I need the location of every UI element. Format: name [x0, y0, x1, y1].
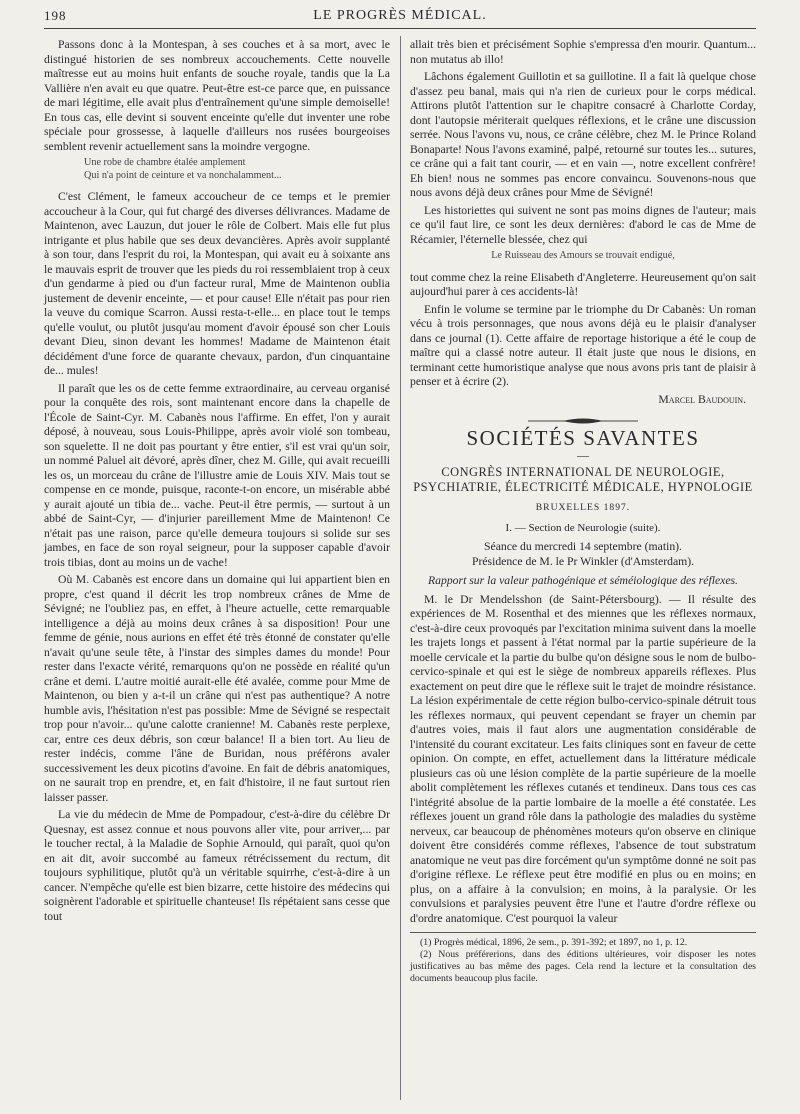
- footnotes: [410, 932, 756, 985]
- verse-quote-1: [44, 157, 390, 182]
- left-paragraph-5: La vie du médecin de Mme de Pompadour, c'est-à-dire du célèbre Dr Quesnay, est assez connue et nous pouvons aller vite, pour arriver,... par le toucher rectal, à la Maladie de Sophie Arnould, qui paraît, quoi qu'on en ait dit, avoir succombé au fameux rétrécissement du rectum, dit toujours syphilitique, plutôt qu'à un véritable squirrhe, c'est-à-dire à un cancer. N'empêche qu'elle est bien bizarre, cette histoire des médecins qui soignèrent l'adorable et spirituelle chanteuse! Ils répétaient sans cesse que tout: [44, 808, 390, 923]
- seance-line: Séance du mercredi 14 septembre (matin).: [484, 540, 682, 553]
- journal-title: LE PROGRÈS MÉDICAL.: [313, 8, 487, 23]
- right-paragraph-2: Lâchons également Guillotin et sa guillotine. Il a fait là quelque chose d'assez peu banal, mais qui n'a rien de curieux pour le corps médical. Attirons plutôt l'attention sur le chapitre consacré à Charlotte Corday, dont l'autopsie mériterait quelques réflexions, et le crâne une discussion serrée. Nous l'avons vu, nous, ce crâne célèbre, chez M. le Prince Roland Bonaparte! Nous l'avons examiné, palpé, retourné sur toutes les... sutures, ce crâne qui a fait tant courir, — et en vain —, notre excellent confrère! Eh bien! nous ne sommes pas encore convaincu. Souvenons-nous que nous avons déjà deux crânes pour Mme de Sévigné!: [410, 70, 756, 199]
- right-paragraph-1: allait très bien et précisément Sophie s'empressa d'en mourir. Quantum... non mutatus ab illo!: [410, 38, 756, 66]
- right-paragraph-6: M. le Dr Mendelsshon (de Saint-Pétersbourg). — Il résulte des expériences de M. Rosenthal et des miennes que les réflexes normaux, c'est-à-dire ceux provoqués par l'excitation minima suivent dans la moelle les trajets longs et passent à l'état normal par la partie supérieure de la moelle cervicale et la partie du bulbe qu'on désigne sous le nom de bulbo-cervico-spinale et qui est le siège de nombreux appareils réflexes. Plus exactement on peut dire que le réflexe suit le trajet de moindre résistance. La lésion expérimentale de cette région bulbo-cervico-spinale détruit tous les réflexes normaux, qui peuvent cependant se frayer un chemin par d'autres voies, mais il faut alors une augmentation considérable de l'intensité du courant excitateur. Les faits cliniques sont en faveur de cette opinion. On compte, en effet, actuellement dans la littérature médicale plusieurs cas où une lésion complète de la partie supérieure de la moelle abolit complètement les réflexes cutanés et tendineux. Dans tous ces cas l'intégrité absolue de la partie lombaire de la moelle a été constatée. Les réflexes jouent un grand rôle dans la pathologie des maladies du système nerveux, car beaucoup de phénomènes moteurs qu'on observe en clinique doivent être considérés comme réflexes, l'absence de tout substratum anatomique ne veut pas dire forcément qu'un symptôme donné ne soit pas d'origine réflexe. Le réflexe peut être modifié en plus ou en moins; en plus, on a affaire à la convulsion; en moins, à la paralysie. Or les convulsions et paralysies peuvent être l'une et l'autre d'ordre réflexe ou d'ordre anatomique. C'est pourquoi la valeur: [410, 592, 756, 925]
- left-paragraph-1: Passons donc à la Montespan, à ses couches et à sa mort, avec le distingué historien de ses nombreux accouchements. Cette nouvelle maîtresse eut au moins huit enfants de souche royale, tandis que la La Vallière n'en avait eu que quatre. Peut-être est-ce parce que, en puissance de mari légitime, elle avait plus d'entraînement qu'une simple demoiselle! En tous cas, elle devint si souvent enceinte qu'elle dut inventer une robe spéciale pour grossesse, à laquelle d'ailleurs nos rusées bourgeoises semblent revenir actuellement sans la moindre vergogne.: [44, 38, 390, 153]
- column-divider: [400, 36, 401, 1100]
- signature-text: Marcel Baudouin.: [658, 392, 746, 406]
- footnote-2: (2) Nous préférerions, dans des éditions ultérieures, voir disposer les notes justificatives au bas même des pages. Cela rend la lecture et la consultation des documents beaucoup plus facile.: [410, 949, 756, 984]
- verse-quote-2: Le Ruisseau des Amours se trouvait endigué,: [491, 250, 675, 261]
- right-paragraph-5: Enfin le volume se termine par le triomphe du Dr Cabanès: Un roman vécu à trois personnages, que nous avons déjà eu le plaisir d'analyser dans ce journal (1). Cette affaire de reportage historique a été le coup de maître qui a classé notre auteur. Il était juste que nous le disions, en terminant cette humoristique analyse que nous avons pris tant de plaisir à penser et à écrire (2).: [410, 302, 756, 388]
- section-dash: —: [577, 447, 589, 462]
- section-title: SOCIÉTÉS SAVANTES: [466, 426, 700, 450]
- right-paragraph-3: Les historiettes qui suivent ne sont pas moins dignes de l'auteur; mais ce qu'il faut lire, ce sont les deux dernières: d'abord le cas de Mme de Récamier, l'éternelle blessée, chez qui: [410, 203, 756, 246]
- footnote-1: (1) Progrès médical, 1896, 2e sem., p. 391-392; et 1897, no 1, p. 12.: [420, 937, 688, 948]
- right-column: [410, 38, 756, 985]
- presidence-line: Présidence de M. le Pr Winkler (d'Amsterdam).: [471, 554, 695, 568]
- verse-line: Une robe de chambre étalée amplement: [84, 157, 246, 168]
- author-signature: [410, 393, 746, 408]
- ornamental-divider-icon: [528, 417, 638, 425]
- right-paragraph-4: tout comme chez la reine Elisabeth d'Angleterre. Heureusement qu'on sait aujourd'hui parer à ces accidents-là!: [410, 270, 756, 298]
- page-number: 198: [44, 8, 67, 23]
- page-header: [44, 4, 756, 29]
- left-column: [44, 38, 390, 927]
- left-paragraph-3: Il paraît que les os de cette femme extraordinaire, au cerveau organisé pour la conquête des rois, sont maintenant encore dans la chapelle de l'École de Saint-Cyr. M. Cabanès nous l'affirme. En effet, l'on y aurait déposé, à nouveau, sous Louis-Philippe, après avoir violé son tombeau, son squelette. Il ne doit pas pourtant y être entier, s'il est vrai qu'un soir, un nommé Paluel ait dévoré, après dîner, chez M. Gille, qui avait recueilli les os, un morceau du crâne de l'illustre amie de Louis XIV. Mais tout se compense en ce monde, puisque, raconte-t-on encore, un misérable abbé y aurait ajouté un tibia de... vache. Peut-il être permis, — surtout à un abbé de Saint-Cyr, — d'injurier pareillement Mme de Maintenon! Ce n'était pas une raison, parce qu'elle demeura toujours si solide sur ses jambes, en face de son royal seigneur, pour la supposer capable d'avoir trois tibias, dont au moins un de vache!: [44, 381, 390, 569]
- left-paragraph-4: Où M. Cabanès est encore dans un domaine qui lui appartient bien en propre, c'est quand il décrit les trop nombreux crânes de Mme de Sévigné; ne l'oubliez pas, en effet, à l'heure actuelle, cette remarquable intelligence a déjà au moins deux crânes à sa disposition! Pour une femme de génie, nous aurions en effet été très étonné de constater qu'elle n'avait qu'une seule tête, à l'instar des simples dames du monde! Pour rester dans l'exacte vérité, remarquons qu'on ne possède en réalité qu'un crâne et demi. L'autre moitié aurait-elle été avalée, comme pour Mme de Maintenon, ou bien y a-t-il un crâne qui n'est pas authentique? A notre humble avis, l'hésitation n'est pas possible: Mme de Sévigné se respectait trop pour n'avoir... qu'une calotte cranienne! M. Cabanès reste perplexe, car, entre ces deux débris, son cœur balance! Il a bien tort. Au lieu de rester indécis, comme l'âne de Buridan, nous préférons avaler successivement les deux picotins d'avoine. En fait de débris anatomiques, on ne saurait trop en prendre, et, en fait d'histoire, il ne faut surtout rien laisser passer.: [44, 573, 390, 804]
- left-paragraph-2: C'est Clément, le fameux accoucheur de ce temps et le premier accoucheur à la Cour, qui fut chargé des diverses délivrances. Madame de Maintenon, avec Lauzun, dut jouer le rôle de Colbert. Mais elle fut plus intrigante et plus habile que ses deux devancières. Après avoir supplanté à son tour, dans l'esprit du roi, la Montespan, qui avait eu à soixante ans le mauvais esprit de trouver que les pieds du roi ressemblaient trop à ceux d'un gendarme à pied ou d'un facteur rural, Mme de Maintenon oublia justement de devenir enceinte, — et pour cause! Elle n'était pas pour rien la veuve du comique Scarron. Aussi resta-t-elle... en place tout le temps qu'elle voulut, ou plutôt jusqu'au moment d'avoir épousé son cher Louis devant Dieu, sinon devant les hommes! Madame de Maintenon était décidément d'une force de quarante chevaux, pardon, d'un cinquantaine de... mules!: [44, 190, 390, 377]
- congress-city: BRUXELLES 1897.: [535, 502, 631, 513]
- section-label: I. — Section de Neurologie (suite).: [505, 521, 661, 534]
- verse-line: Qui n'a point de ceinture et va nonchalamment...: [84, 169, 282, 181]
- congress-title: CONGRÈS INTERNATIONAL DE NEUROLOGIE, PSYCHIATRIE, ÉLECTRICITÉ MÉDICALE, HYPNOLOGIE: [413, 465, 753, 494]
- rapport-title: Rapport sur la valeur pathogénique et séméiologique des réflexes.: [428, 574, 738, 587]
